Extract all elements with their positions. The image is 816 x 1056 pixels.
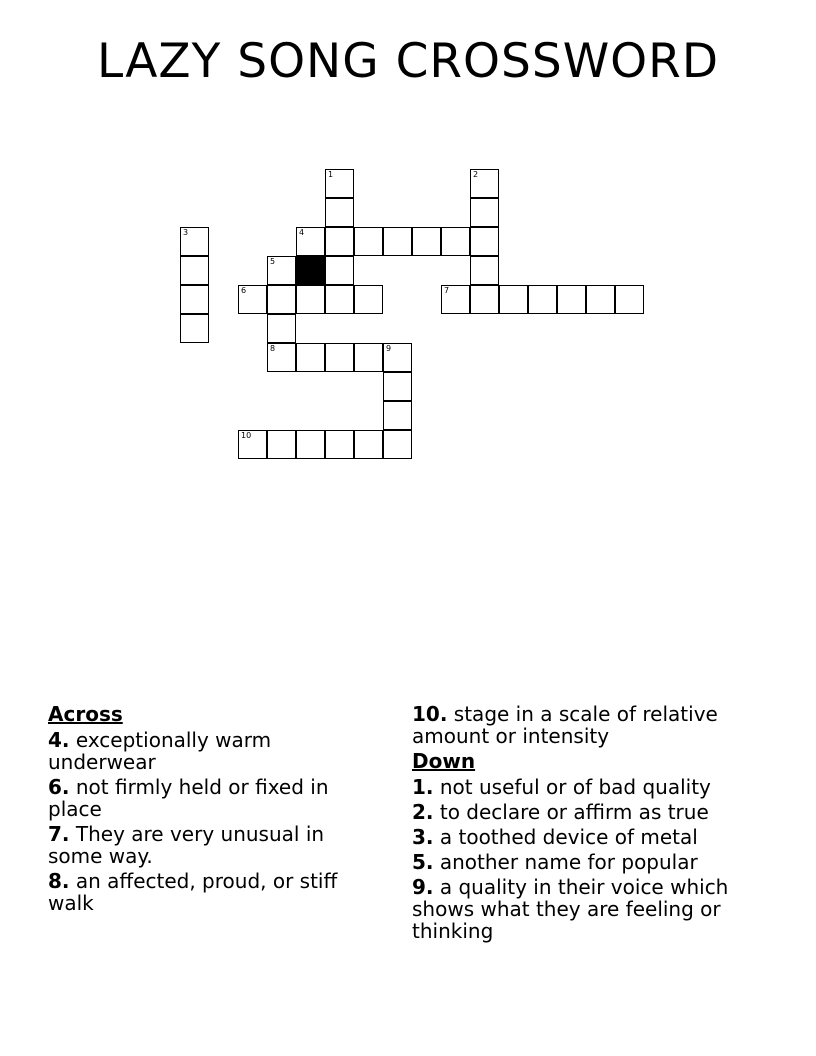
- cell-number: 7: [444, 286, 450, 295]
- cell-number: 9: [386, 344, 392, 353]
- across-heading: Across: [48, 702, 123, 726]
- cell-number: 5: [270, 257, 276, 266]
- grid-cell[interactable]: [470, 227, 499, 256]
- grid-cell[interactable]: [354, 430, 383, 459]
- clue-number: 1.: [412, 775, 434, 799]
- grid-cell[interactable]: [267, 343, 296, 372]
- grid-cell[interactable]: [470, 256, 499, 285]
- grid-cell[interactable]: [267, 285, 296, 314]
- grid-cell[interactable]: [354, 343, 383, 372]
- clue-across-8: [48, 870, 378, 914]
- clues-column-right: [412, 703, 752, 945]
- grid-cell[interactable]: [267, 314, 296, 343]
- clue-across-10: [412, 703, 752, 747]
- grid-cell[interactable]: [557, 285, 586, 314]
- grid-cell[interactable]: [296, 285, 325, 314]
- clue-across-4: [48, 729, 378, 773]
- clue-number: 7.: [48, 822, 70, 846]
- clue-text: another name for popular: [433, 850, 698, 874]
- grid-cell[interactable]: [325, 285, 354, 314]
- cell-number: 8: [270, 344, 276, 353]
- grid-cell[interactable]: [383, 430, 412, 459]
- grid-cell[interactable]: [238, 430, 267, 459]
- grid-cell[interactable]: [354, 285, 383, 314]
- clue-number: 3.: [412, 825, 434, 849]
- grid-cell[interactable]: [586, 285, 615, 314]
- cell-number: 2: [473, 170, 479, 179]
- clue-text: exceptionally warm underwear: [48, 728, 272, 774]
- grid-cell[interactable]: [441, 285, 470, 314]
- clue-text: a quality in their voice which shows what they are feeling or thinking: [412, 875, 729, 943]
- grid-cell[interactable]: [383, 343, 412, 372]
- clue-number: 10.: [412, 702, 448, 726]
- grid-cell[interactable]: [383, 372, 412, 401]
- clue-text: not useful or of bad quality: [433, 775, 711, 799]
- grid-cell[interactable]: [267, 256, 296, 285]
- clue-down-1: [412, 776, 752, 798]
- grid-cell[interactable]: [615, 285, 644, 314]
- grid-cell[interactable]: [180, 227, 209, 256]
- clue-number: 9.: [412, 875, 434, 899]
- clue-across-7: [48, 823, 378, 867]
- grid-cell[interactable]: [180, 314, 209, 343]
- grid-cell[interactable]: [325, 256, 354, 285]
- grid-cell[interactable]: [180, 256, 209, 285]
- cell-number: 1: [328, 170, 334, 179]
- cell-number: 4: [299, 228, 305, 237]
- grid-cell[interactable]: [296, 430, 325, 459]
- grid-cell[interactable]: [441, 227, 470, 256]
- clues-column-left: [48, 703, 378, 917]
- grid-block-cell: [296, 256, 325, 285]
- clue-across-6: [48, 776, 378, 820]
- grid-cell[interactable]: [383, 227, 412, 256]
- grid-cell[interactable]: [325, 430, 354, 459]
- clue-text: not firmly held or fixed in place: [48, 775, 329, 821]
- grid-cell[interactable]: [470, 285, 499, 314]
- grid-cell[interactable]: [325, 227, 354, 256]
- crossword-grid: [0, 0, 816, 500]
- clue-text: to declare or affirm as true: [433, 800, 709, 824]
- clue-down-5: [412, 851, 752, 873]
- cell-number: 10: [241, 431, 252, 440]
- grid-cell[interactable]: [354, 227, 383, 256]
- grid-cell[interactable]: [325, 198, 354, 227]
- clue-number: 4.: [48, 728, 70, 752]
- grid-cell[interactable]: [238, 285, 267, 314]
- clue-down-3: [412, 826, 752, 848]
- clue-text: They are very unusual in some way.: [48, 822, 325, 868]
- clue-text: stage in a scale of relative amount or intensity: [412, 702, 718, 748]
- grid-cell[interactable]: [180, 285, 209, 314]
- grid-cell[interactable]: [383, 401, 412, 430]
- clue-text: a toothed device of metal: [433, 825, 698, 849]
- grid-cell[interactable]: [528, 285, 557, 314]
- clue-number: 5.: [412, 850, 434, 874]
- puzzle-title: LAZY SONG CROSSWORD: [96, 34, 720, 89]
- clue-number: 6.: [48, 775, 70, 799]
- clue-down-9: [412, 876, 752, 942]
- grid-cell[interactable]: [470, 169, 499, 198]
- grid-cell[interactable]: [470, 198, 499, 227]
- down-heading: Down: [412, 749, 476, 773]
- clue-text: an affected, proud, or stiff walk: [48, 869, 338, 915]
- grid-cell[interactable]: [412, 227, 441, 256]
- cell-number: 6: [241, 286, 247, 295]
- cell-number: 3: [183, 228, 189, 237]
- grid-cell[interactable]: [267, 430, 296, 459]
- grid-cell[interactable]: [325, 169, 354, 198]
- grid-cell[interactable]: [296, 343, 325, 372]
- clue-down-2: [412, 801, 752, 823]
- grid-cell[interactable]: [499, 285, 528, 314]
- clue-number: 2.: [412, 800, 434, 824]
- grid-cell[interactable]: [325, 343, 354, 372]
- grid-cell[interactable]: [296, 227, 325, 256]
- clue-number: 8.: [48, 869, 70, 893]
